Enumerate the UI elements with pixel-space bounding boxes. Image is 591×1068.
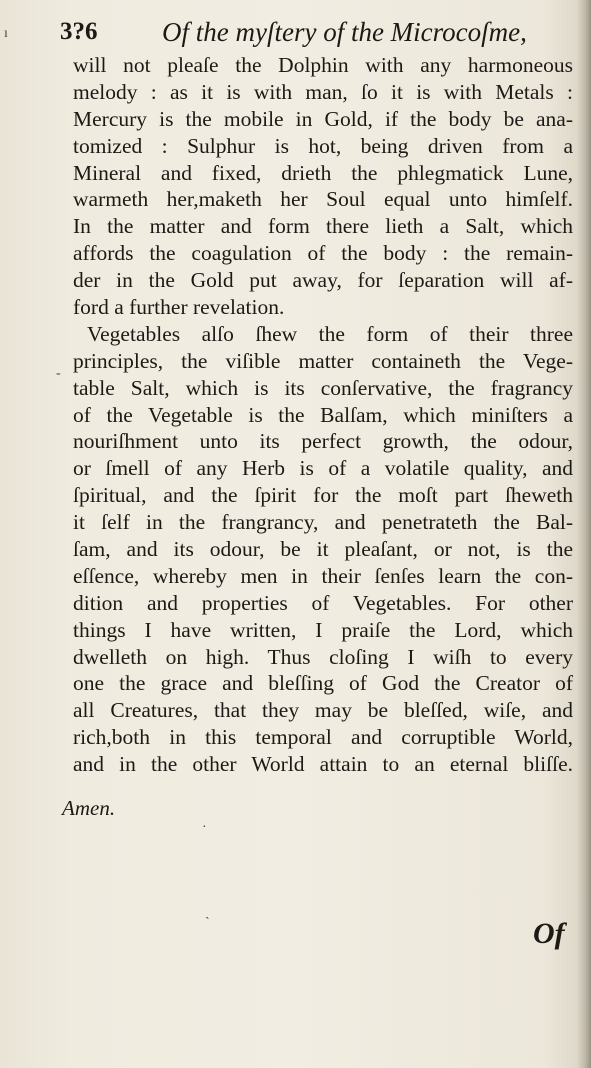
text-line: der in the Gold put away, for ſeparation will af- <box>73 268 573 293</box>
margin-mark: ı <box>4 26 8 41</box>
running-title: Of the myſtery of the Microcoſme, <box>162 17 527 47</box>
text-line: all Creatures, that they may be bleſſed, wiſe, and <box>73 698 573 723</box>
text-line: it ſelf in the frangrancy, and penetrateth the Bal- <box>73 510 573 535</box>
text-line: In the matter and form there lieth a Salt, which <box>73 214 573 239</box>
text-line: warmeth her,maketh her Soul equal unto himſelf. <box>73 187 573 212</box>
text-line: eſſence, whereby men in their ſenſes learn the con- <box>73 563 573 588</box>
gutter-shadow <box>577 0 591 1068</box>
text-line: Mineral and fixed, drieth the phlegmatick Lune, <box>73 160 573 185</box>
text-line: one the grace and bleſſing of God the Creator of <box>73 671 573 696</box>
text-line: or ſmell of any Herb is of a volatile quality, and <box>73 456 573 481</box>
text-line: melody : as it is with man, ſo it is with Metals : <box>73 79 573 104</box>
speck-mark: ˎ <box>205 905 210 920</box>
margin-mark: - <box>56 366 61 381</box>
text-line: ſam, and its odour, be it pleaſant, or not, is the <box>73 537 573 562</box>
text-line: and in the other World attain to an eternal bliſſe. <box>73 752 573 777</box>
speck-mark: · <box>202 820 207 835</box>
text-line: of the Vegetable is the Balſam, which miniſters a <box>73 402 573 427</box>
text-line: dwelleth on high. Thus cloſing I wiſh to every <box>73 644 573 669</box>
text-line: things I have written, I praiſe the Lord, which <box>73 617 573 642</box>
text-line: rich,both in this temporal and corruptible World, <box>73 725 573 750</box>
page-number: 3?6 <box>60 18 98 45</box>
text-line: will not pleaſe the Dolphin with any harmoneous <box>73 53 573 77</box>
text-line: ſpiritual, and the ſpirit for the moſt part ſheweth <box>73 483 573 508</box>
text-line: tomized : Sulphur is hot, being driven from a <box>73 133 573 158</box>
text-line: ford a further revelation. <box>73 295 285 320</box>
text-line: principles, the viſible matter containeth the Vege- <box>73 348 573 373</box>
text-line: dition and properties of Vegetables. For other <box>73 590 573 615</box>
text-line: Vegetables alſo ſhew the form of their three <box>87 321 573 346</box>
text-line: affords the coagulation of the body : the remain- <box>73 241 573 266</box>
text-line: nouriſhment unto its perfect growth, the odour, <box>73 429 573 454</box>
text-line: Mercury is the mobile in Gold, if the body be ana- <box>73 106 573 131</box>
page-header <box>60 12 570 52</box>
text-line: table Salt, which is its conſervative, the fragrancy <box>73 375 573 400</box>
catchword: Of <box>533 917 565 950</box>
body-text <box>73 52 573 778</box>
closing-word: Amen. <box>62 796 116 820</box>
